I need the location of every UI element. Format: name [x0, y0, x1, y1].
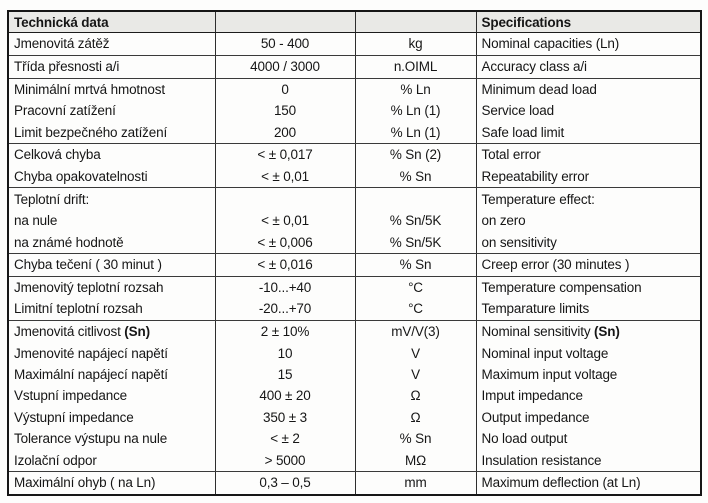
- value-cell: [215, 144, 355, 166]
- english-label-cell: [476, 78, 701, 100]
- value-cell: [215, 78, 355, 100]
- english-label: Maximum deflection (at Ln): [481, 475, 641, 491]
- value-cell: [215, 231, 355, 253]
- value-text: 10: [277, 345, 293, 361]
- english-label: Service load: [481, 103, 554, 119]
- unit-text: % Ln (1): [390, 103, 441, 119]
- czech-label: Jmenovitá citlivost: [14, 324, 125, 340]
- unit-cell: [355, 298, 476, 320]
- unit-text: % Sn: [399, 257, 432, 273]
- unit-text: % Sn/5K: [389, 213, 442, 229]
- unit-text: % Ln (1): [390, 124, 441, 140]
- value-cell: [215, 253, 355, 276]
- table-row: [8, 33, 701, 56]
- value-cell: [215, 364, 355, 385]
- value-text: 2 ± 10%: [260, 324, 310, 340]
- english-label: on sensitivity: [481, 234, 557, 250]
- czech-label: Vstupní impedance: [14, 388, 128, 404]
- unit-cell: [355, 55, 476, 78]
- english-label-cell: [476, 364, 701, 385]
- unit-cell: [355, 449, 476, 471]
- czech-label: Limitní teplotní rozsah: [14, 301, 143, 317]
- english-label-cell: [476, 342, 701, 363]
- english-label: No load output: [481, 431, 568, 447]
- english-label-cell: [476, 320, 701, 342]
- table-row: [8, 406, 701, 427]
- czech-label: Třída přesnosti a/i: [14, 59, 120, 75]
- czech-label-cell: [8, 122, 215, 144]
- czech-label: Celková chyba: [14, 147, 101, 163]
- czech-label-cell: [8, 449, 215, 471]
- czech-label-cell: [8, 428, 215, 449]
- czech-label-cell: [8, 78, 215, 100]
- value-cell: [215, 122, 355, 144]
- english-label-cell: [476, 428, 701, 449]
- czech-label-cell: [8, 188, 215, 210]
- czech-label: Minimální mrtvá hmotnost: [14, 81, 165, 97]
- value-cell: [215, 428, 355, 449]
- unit-text: % Sn (2): [389, 147, 442, 163]
- czech-label: Izolační odpor: [14, 452, 97, 468]
- table-row: [8, 144, 701, 166]
- english-label: Maximum input voltage: [481, 366, 618, 382]
- unit-text: V: [411, 345, 420, 361]
- value-text: > 5000: [264, 452, 306, 468]
- value-text: 200: [273, 124, 297, 140]
- english-label: Accuracy class a/i: [481, 59, 587, 75]
- table-header-value: [215, 11, 355, 33]
- unit-text: % Ln: [400, 81, 431, 97]
- english-label-cell: [476, 231, 701, 253]
- value-text: < ± 0,017: [257, 147, 313, 163]
- czech-label-cell: [8, 342, 215, 363]
- table-header-row: [8, 11, 701, 33]
- unit-cell: [355, 210, 476, 231]
- english-label: Temperature effect:: [481, 191, 595, 207]
- table-row: [8, 471, 701, 495]
- english-label-cell: [476, 385, 701, 406]
- table-row: [8, 253, 701, 276]
- english-label: Creep error (30 minutes ): [481, 257, 630, 273]
- english-label: Nominal sensitivity: [481, 324, 595, 340]
- unit-text: kg: [408, 36, 423, 52]
- english-label-cell: [476, 144, 701, 166]
- english-label: Total error: [481, 147, 541, 163]
- czech-label-cell: [8, 385, 215, 406]
- value-text: < ± 0,016: [257, 257, 313, 273]
- english-label-cell: [476, 33, 701, 56]
- unit-cell: [355, 122, 476, 144]
- table-row: [8, 320, 701, 342]
- czech-label-cell: [8, 166, 215, 188]
- czech-label-cell: [8, 320, 215, 342]
- table-header-unit: [355, 11, 476, 33]
- english-label: Temperature compensation: [481, 279, 642, 295]
- value-text: 150: [273, 103, 297, 119]
- english-label-cell: [476, 253, 701, 276]
- unit-text: °C: [408, 279, 423, 295]
- english-label-cell: [476, 100, 701, 121]
- spec-table-body: [8, 33, 701, 496]
- unit-cell: [355, 231, 476, 253]
- value-text: 0: [281, 81, 289, 97]
- table-row: [8, 122, 701, 144]
- unit-text: % Sn: [399, 431, 432, 447]
- value-text: 400 ± 20: [259, 388, 311, 404]
- czech-label: Chyba opakovatelnosti: [14, 168, 148, 184]
- english-label: Safe load limit: [481, 124, 565, 140]
- unit-cell: [355, 406, 476, 427]
- czech-label: Teplotní drift:: [14, 191, 90, 207]
- czech-label: Maximální ohyb ( na Ln): [14, 475, 156, 491]
- unit-text: V: [411, 366, 420, 382]
- english-label-cell: [476, 406, 701, 427]
- english-label: Imput impedance: [481, 388, 583, 404]
- czech-label-cell: [8, 55, 215, 78]
- english-label-cell: [476, 210, 701, 231]
- english-label-cell: [476, 188, 701, 210]
- czech-label-cell: [8, 253, 215, 276]
- unit-cell: [355, 276, 476, 298]
- table-row: [8, 342, 701, 363]
- table-row: [8, 428, 701, 449]
- czech-label: Jmenovitý teplotní rozsah: [14, 279, 164, 295]
- value-text: < ± 0,01: [261, 213, 309, 229]
- value-cell: [215, 276, 355, 298]
- spec-table: [7, 10, 702, 496]
- value-text: 4000 / 3000: [250, 59, 320, 75]
- value-cell: [215, 188, 355, 210]
- czech-label: Jmenovitá zátěž: [14, 36, 110, 52]
- unit-cell: [355, 342, 476, 363]
- czech-label-cell: [8, 33, 215, 56]
- english-label: Nominal capacities (Ln): [481, 36, 620, 52]
- unit-text: Ω: [410, 409, 421, 425]
- table-row: [8, 276, 701, 298]
- table-row: [8, 385, 701, 406]
- unit-cell: [355, 320, 476, 342]
- table-header-czech: Technická data: [8, 11, 215, 33]
- czech-label: Chyba tečení ( 30 minut ): [14, 257, 162, 273]
- unit-cell: [355, 100, 476, 121]
- unit-cell: [355, 428, 476, 449]
- table-row: [8, 364, 701, 385]
- czech-label-cell: [8, 364, 215, 385]
- english-label: Nominal input voltage: [481, 345, 609, 361]
- unit-text: % Sn: [399, 168, 432, 184]
- czech-label: Jmenovité napájecí napětí: [14, 345, 168, 361]
- czech-label: na nule: [14, 213, 58, 229]
- table-row: [8, 188, 701, 210]
- english-label: Minimum dead load: [481, 81, 597, 97]
- english-label: on zero: [481, 213, 526, 229]
- table-header-english: Specifications: [476, 11, 701, 33]
- value-cell: [215, 55, 355, 78]
- table-row: [8, 210, 701, 231]
- czech-label-cell: [8, 406, 215, 427]
- unit-text: MΩ: [404, 452, 427, 468]
- value-cell: [215, 210, 355, 231]
- unit-cell: [355, 78, 476, 100]
- czech-label-cell: [8, 276, 215, 298]
- english-label-cell: [476, 166, 701, 188]
- value-text: < ± 2: [270, 431, 300, 447]
- unit-cell: [355, 471, 476, 495]
- unit-cell: [355, 144, 476, 166]
- value-cell: [215, 100, 355, 121]
- table-row: [8, 166, 701, 188]
- english-label-cell: [476, 276, 701, 298]
- unit-cell: [355, 364, 476, 385]
- value-cell: [215, 298, 355, 320]
- unit-text: % Sn/5K: [389, 234, 442, 250]
- value-text: 0,3 – 0,5: [259, 475, 311, 491]
- english-label-cell: [476, 449, 701, 471]
- english-label-bold: (Sn): [594, 324, 620, 340]
- unit-text: mm: [404, 475, 427, 491]
- unit-cell: [355, 166, 476, 188]
- czech-label: Limit bezpečného zatížení: [14, 124, 168, 140]
- english-label: Repeatability error: [481, 168, 589, 184]
- czech-label-bold: (Sn): [124, 324, 150, 340]
- value-cell: [215, 342, 355, 363]
- czech-label: Výstupní impedance: [14, 409, 134, 425]
- czech-label: na známé hodnotě: [14, 234, 124, 250]
- english-label-cell: [476, 55, 701, 78]
- unit-cell: [355, 33, 476, 56]
- table-row: [8, 78, 701, 100]
- value-cell: [215, 33, 355, 56]
- value-cell: [215, 166, 355, 188]
- table-row: [8, 449, 701, 471]
- czech-label: Maximální napájecí napětí: [14, 366, 168, 382]
- value-text: 350 ± 3: [263, 409, 307, 425]
- table-row: [8, 231, 701, 253]
- value-cell: [215, 471, 355, 495]
- czech-label-cell: [8, 100, 215, 121]
- table-row: [8, 298, 701, 320]
- czech-label-cell: [8, 231, 215, 253]
- value-text: < ± 0,01: [261, 168, 309, 184]
- english-label-cell: [476, 122, 701, 144]
- unit-cell: [355, 188, 476, 210]
- value-cell: [215, 320, 355, 342]
- czech-label: Tolerance výstupu na nule: [14, 431, 168, 447]
- czech-label: Pracovní zatížení: [14, 103, 116, 119]
- english-label-cell: [476, 298, 701, 320]
- value-text: -10...+40: [258, 279, 312, 295]
- english-label: Insulation resistance: [481, 452, 602, 468]
- unit-text: °C: [408, 301, 423, 317]
- unit-text: n.OIML: [393, 59, 438, 75]
- english-label: Temparature limits: [481, 301, 590, 317]
- czech-label-cell: [8, 471, 215, 495]
- unit-cell: [355, 253, 476, 276]
- value-cell: [215, 449, 355, 471]
- value-cell: [215, 385, 355, 406]
- english-label: Output impedance: [481, 409, 590, 425]
- unit-cell: [355, 385, 476, 406]
- czech-label-cell: [8, 144, 215, 166]
- czech-label-cell: [8, 210, 215, 231]
- unit-text: Ω: [410, 388, 421, 404]
- value-text: -20...+70: [258, 301, 312, 317]
- value-text: 15: [277, 366, 293, 382]
- table-row: [8, 100, 701, 121]
- value-text: 50 - 400: [260, 36, 310, 52]
- value-cell: [215, 406, 355, 427]
- czech-label-cell: [8, 298, 215, 320]
- table-row: [8, 55, 701, 78]
- english-label-cell: [476, 471, 701, 495]
- value-text: < ± 0,006: [257, 234, 313, 250]
- unit-text: mV/V(3): [391, 324, 440, 340]
